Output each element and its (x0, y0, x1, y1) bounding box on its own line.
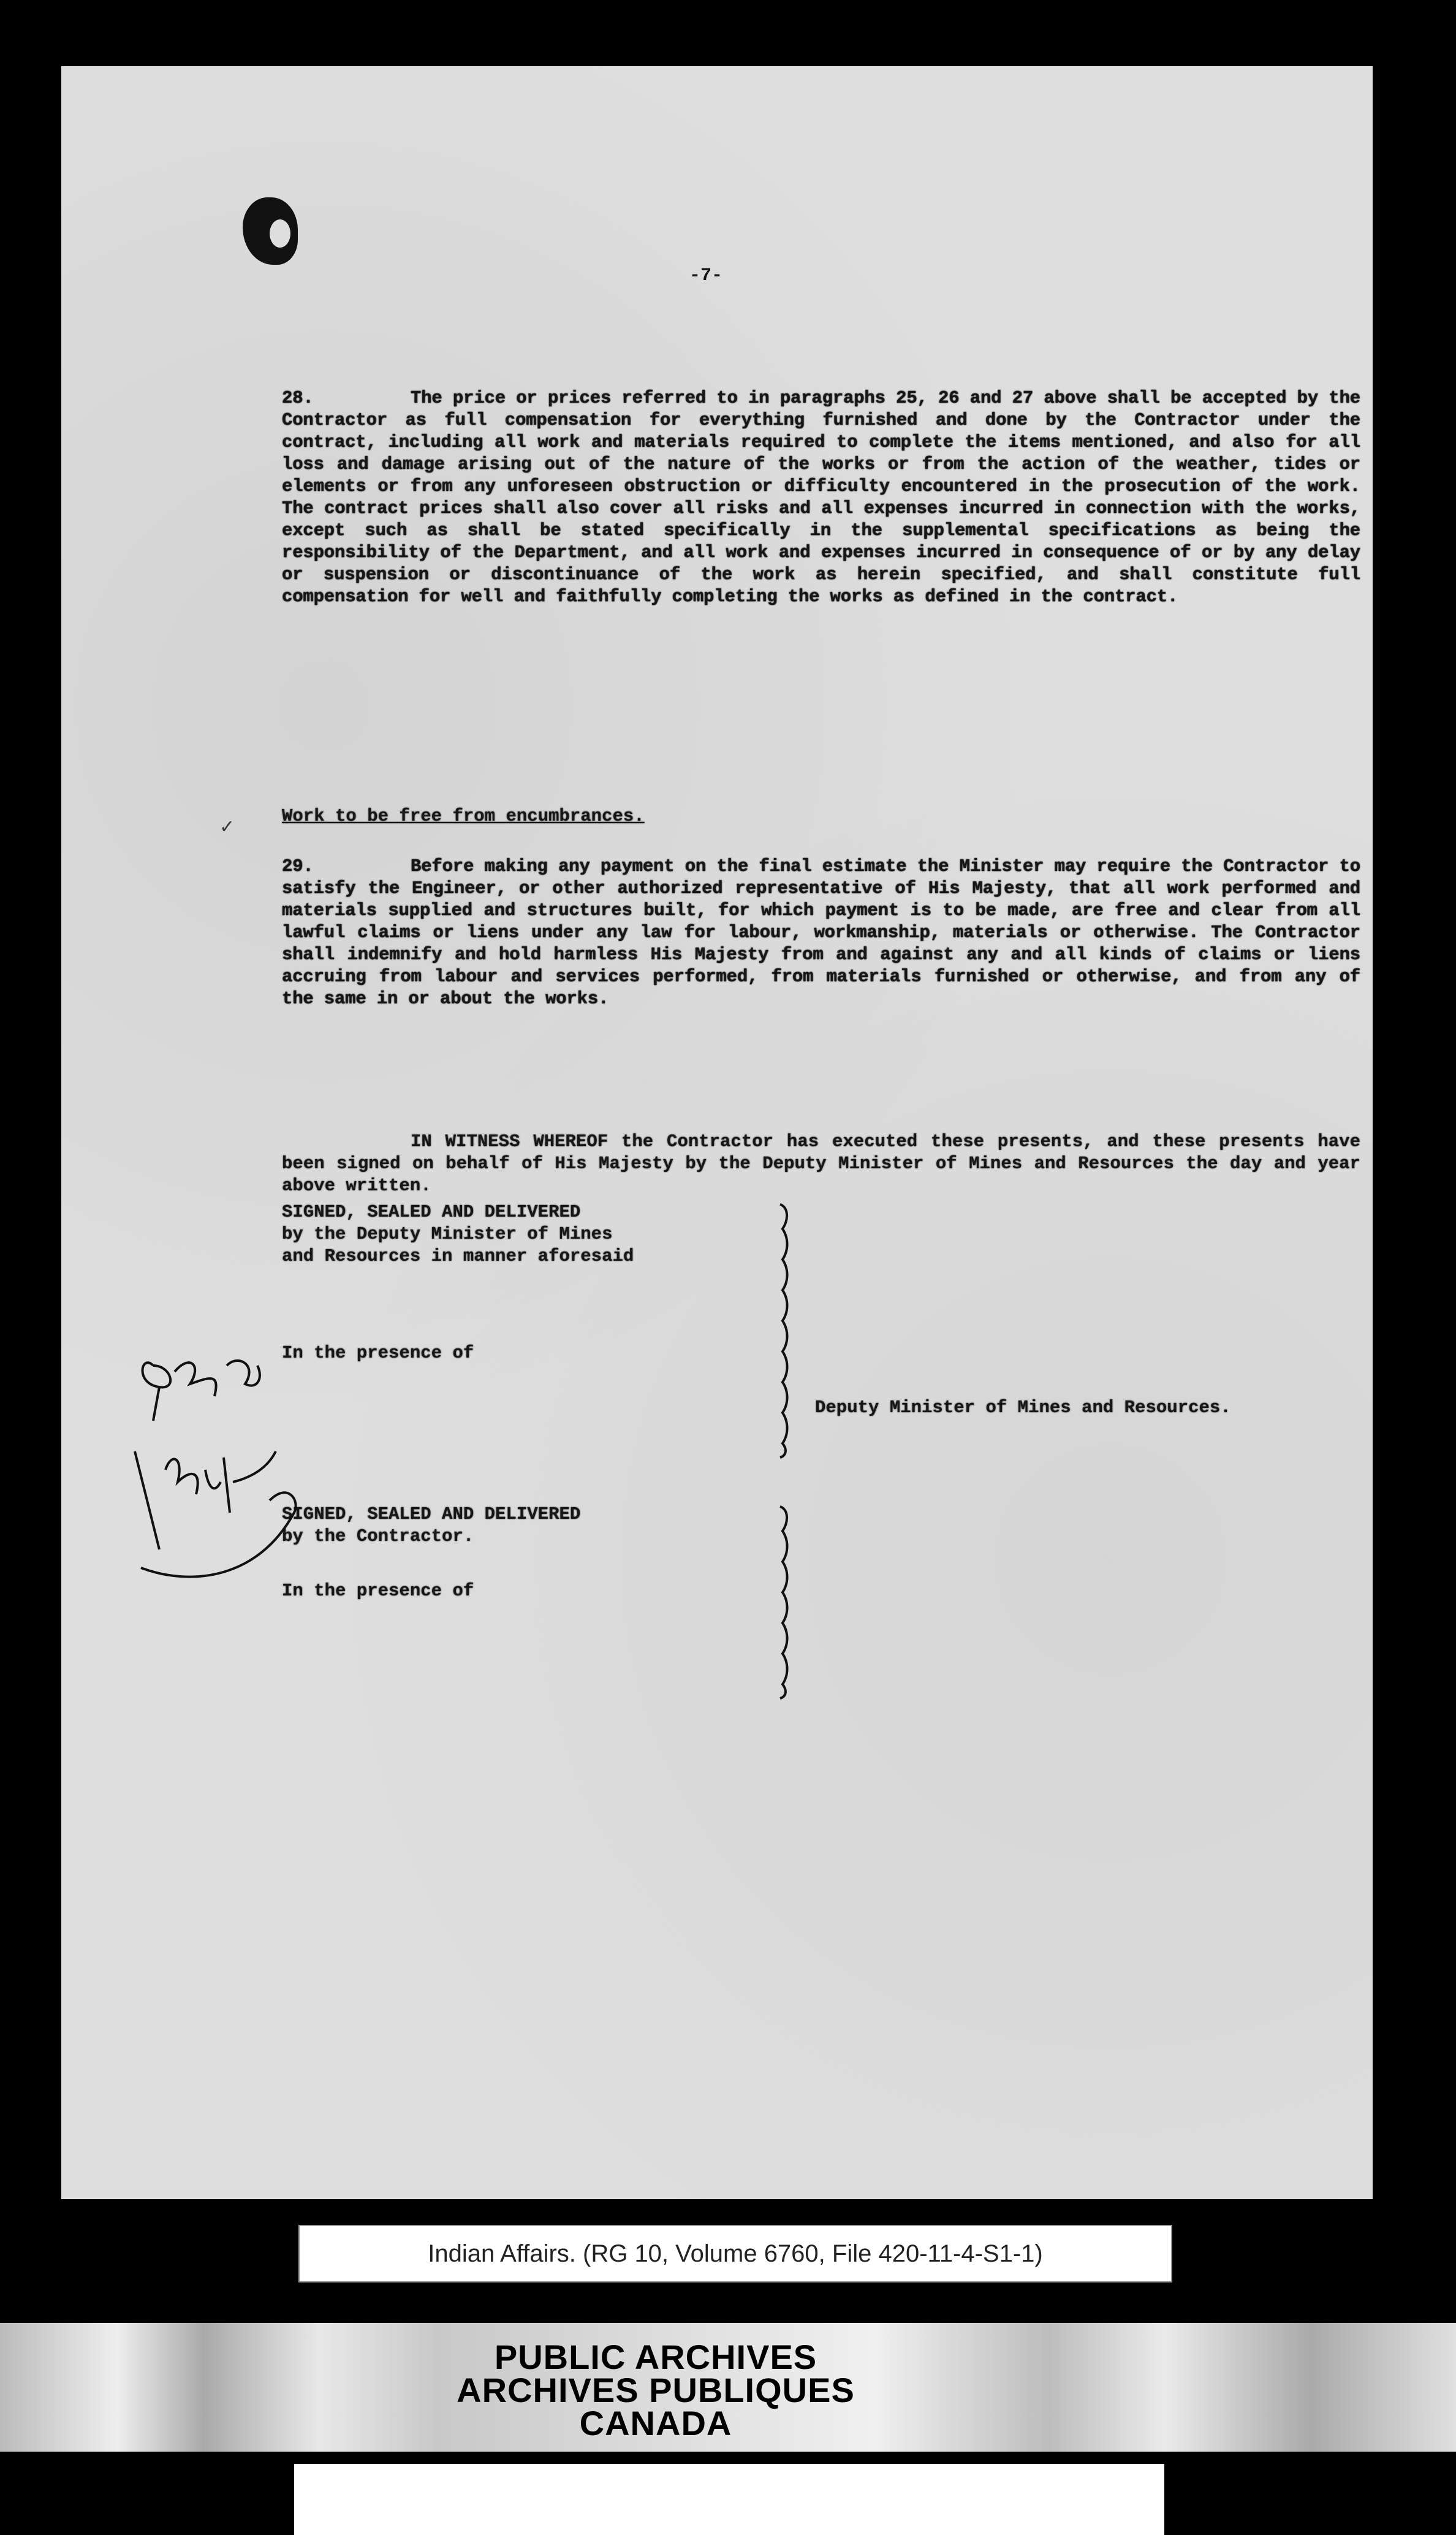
archive-reference-label: Indian Affairs. (RG 10, Volume 6760, File 420-11-4-S1-1) (298, 2225, 1172, 2282)
presence-of-contractor: In the presence of (282, 1581, 474, 1601)
sig1-line3: and Resources in manner aforesaid (282, 1246, 634, 1266)
sig2-line2: by the Contractor. (282, 1526, 474, 1546)
paragraph-28-text: The price or prices referred to in paragraphs 25, 26 and 27 above shall be accepted by the Contractor as full compensation for everything furnished and done by the Contractor under the contract, including all work and materials required to complete the items mentioned, and also for all loss and damage arising out of the nature of the works or from the action of the weather, tides or elements or from any unforeseen obstruction or difficulty encountered in the prosecution of the work. The contract prices shall also cover all risks and all expenses incurred in connection with the works, except such as shall be stated specifically in the supplemental specifications as being the responsibility of the Department, and all work and expenses incurred in consequence of or by any delay or suspension or discontinuance of the work as herein specified, and shall constitute full compensation for well and faithfully completing the works as defined in the contract. (282, 388, 1360, 607)
brace-1 (775, 1201, 794, 1459)
deputy-minister-signature-line: Deputy Minister of Mines and Resources. (815, 1397, 1231, 1418)
document-page (61, 66, 1373, 2199)
sig1-line2: by the Deputy Minister of Mines (282, 1224, 613, 1244)
paragraph-29 (282, 856, 1360, 1010)
stamp-line-1: PUBLIC ARCHIVES (494, 2338, 817, 2376)
archive-stamp (392, 2335, 919, 2446)
paragraph-28 (282, 387, 1360, 608)
stamp-line-3: CANADA (579, 2404, 732, 2442)
paragraph-29-text: Before making any payment on the final estimate the Minister may require the Contractor to satisfy the Engineer, or other authorized representative of His Majesty, that all work performed and materials supplied and structures built, for which payment is to be made, are free and clear from all lawful claims or liens under any law for labour, workmanship, materials or otherwise. The Contractor shall indemnify and hold harmless His Majesty from and against any and all kinds of claims or liens accruing from labour and services performed, from materials furnished or otherwise, and from any of the same in or about the works. (282, 856, 1360, 1009)
sig1-line1: SIGNED, SEALED AND DELIVERED (282, 1202, 581, 1222)
brace-2 (775, 1503, 794, 1700)
page-number: -7- (689, 265, 723, 286)
section-heading-29: Work to be free from encumbrances. (282, 806, 645, 826)
paragraph-29-number: 29. (282, 856, 314, 876)
signature-block-contractor (282, 1503, 580, 1548)
signature-block-minister (282, 1201, 634, 1268)
blank-bottom-label (294, 2464, 1164, 2535)
witness-clause: IN WITNESS WHEREOF the Contractor has executed these presents, and these presents have been signed on behalf of His Majesty by the Deputy Minister of Mines and Resources the day and year above written. (282, 1131, 1360, 1196)
ink-blot-hole (270, 219, 290, 248)
stamp-line-2: ARCHIVES PUBLIQUES (457, 2371, 855, 2409)
presence-of-minister: In the presence of (282, 1343, 474, 1363)
sig2-line1: SIGNED, SEALED AND DELIVERED (282, 1504, 581, 1524)
handwritten-initials (116, 1329, 319, 1586)
margin-tick-mark: ✓ (221, 816, 233, 840)
paragraph-28-number: 28. (282, 388, 314, 408)
